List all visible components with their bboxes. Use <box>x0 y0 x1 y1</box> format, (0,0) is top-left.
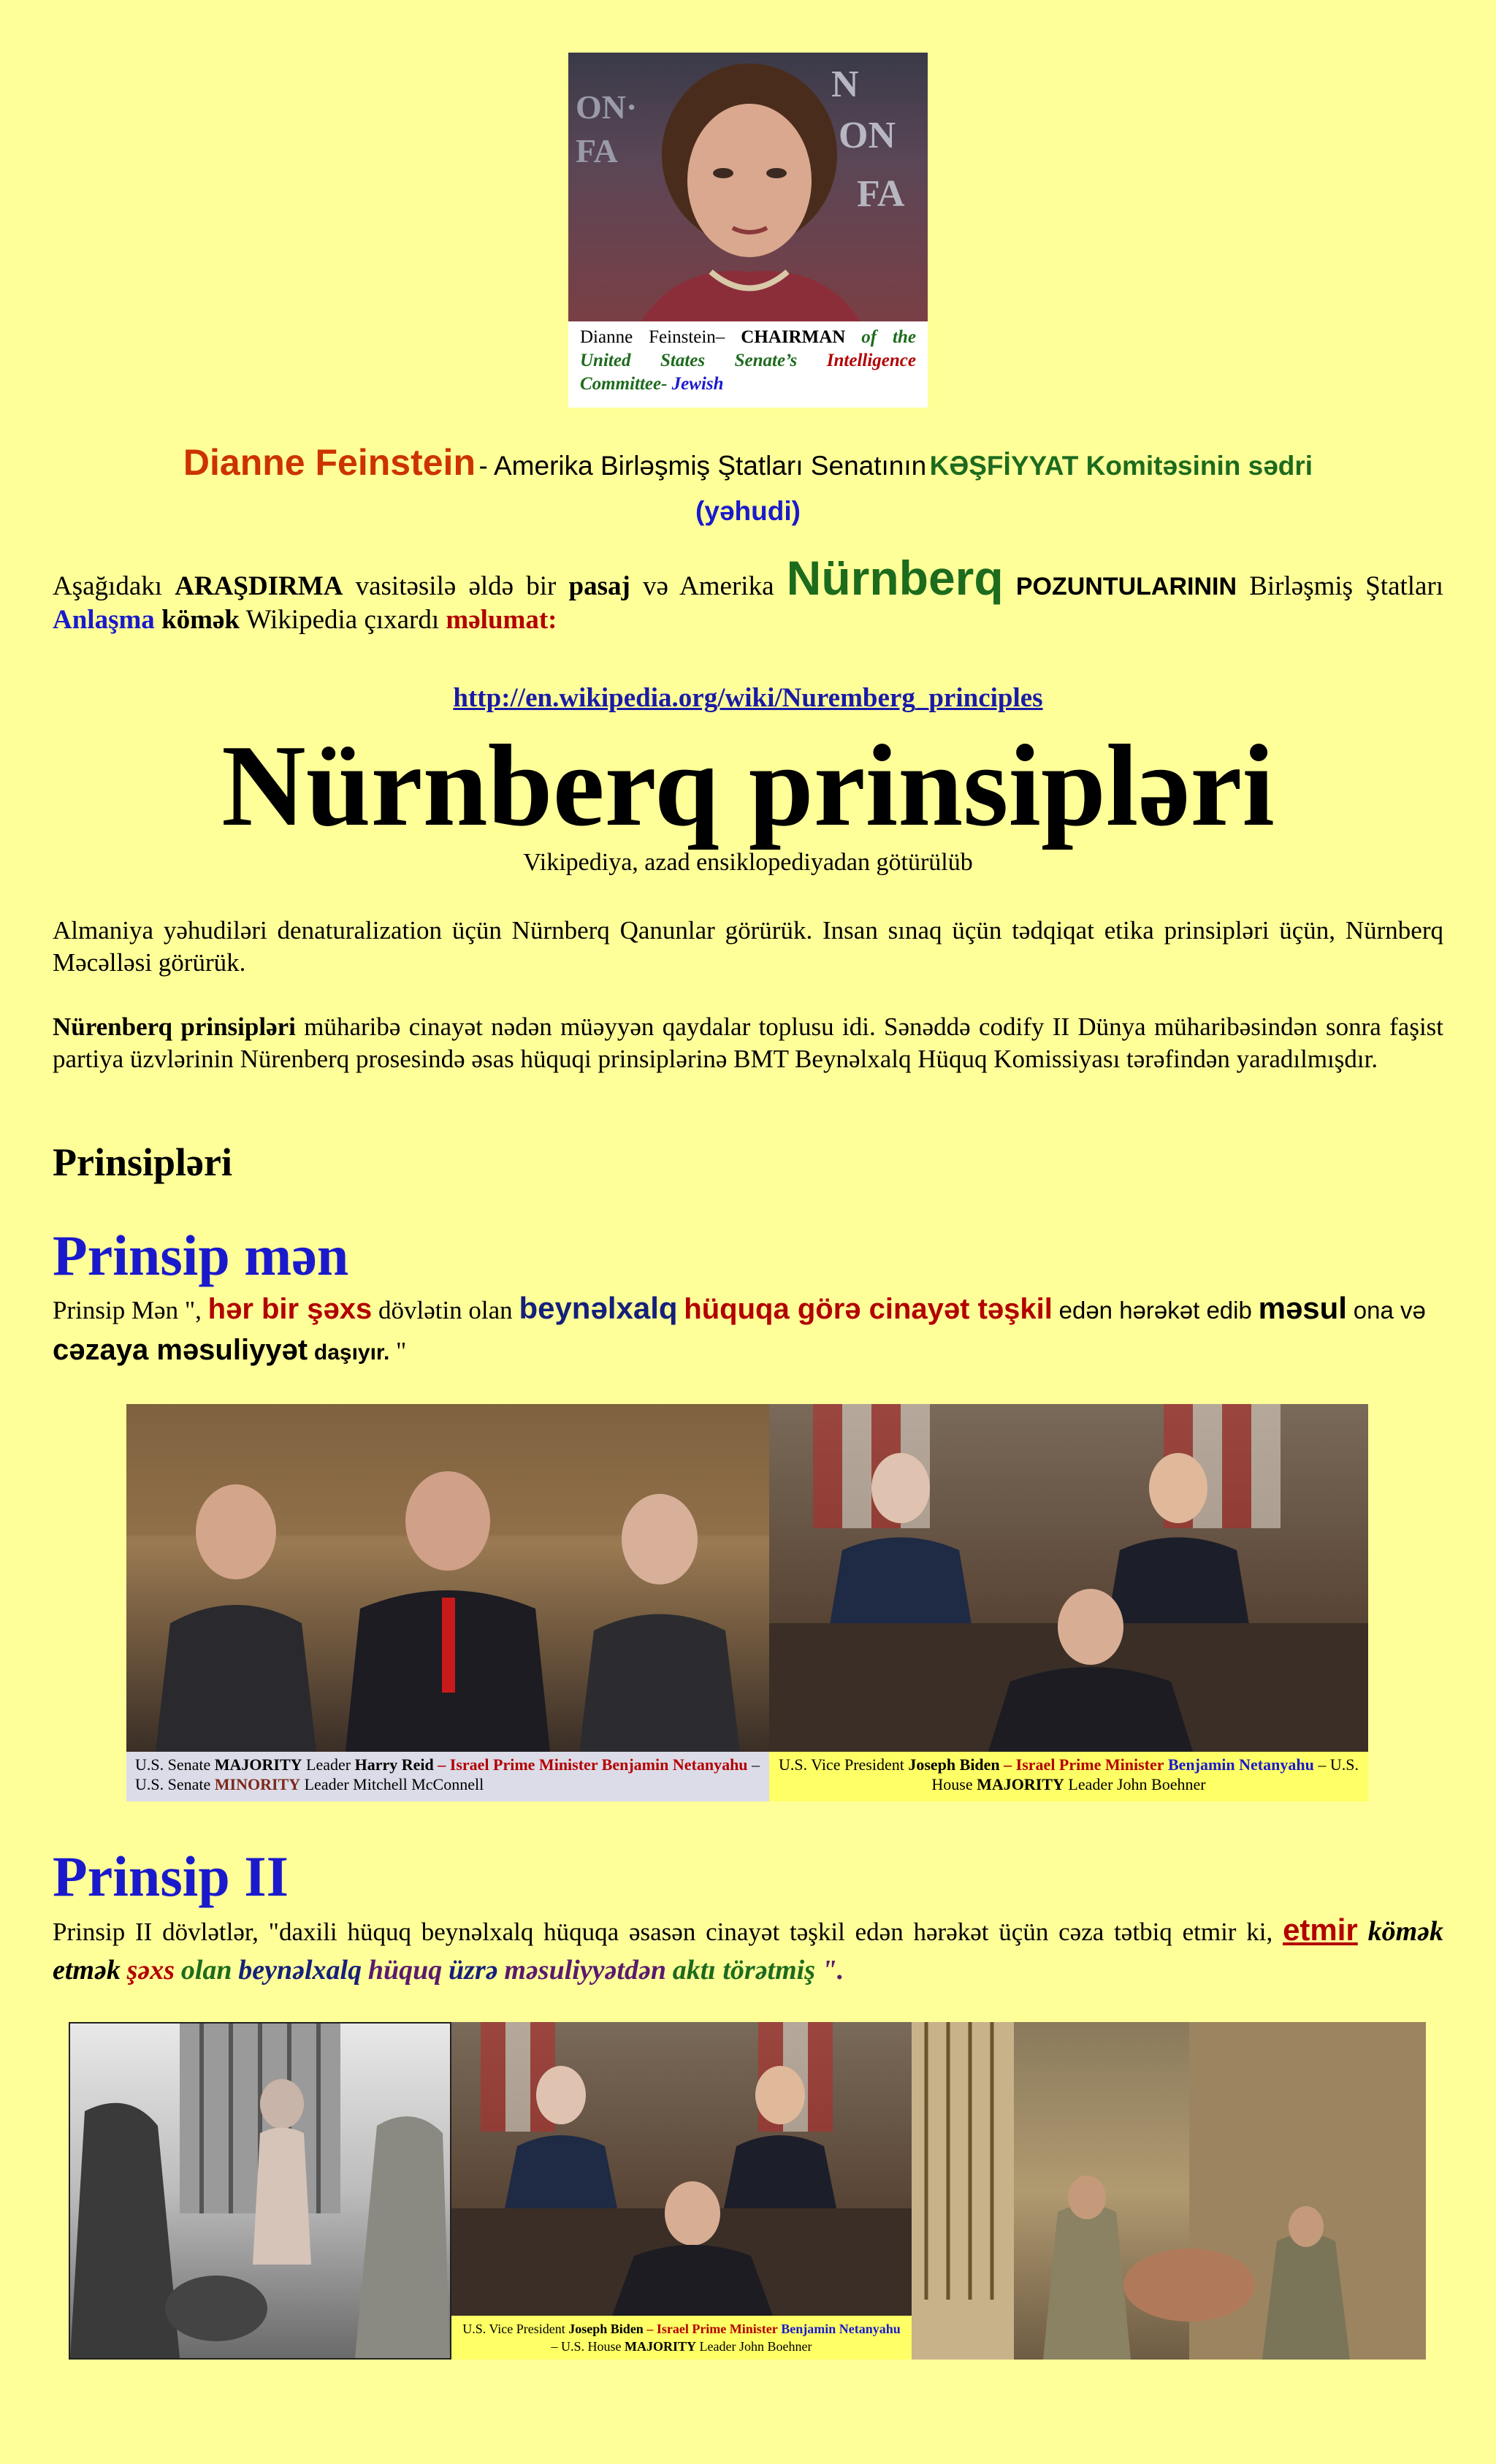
caption-committee: Committee- <box>580 374 668 394</box>
p2-t5: olan <box>180 1955 232 1986</box>
caption-role: CHAIRMAN <box>741 327 846 347</box>
p2-t2: etmir <box>1283 1912 1358 1947</box>
headline-committee: KƏŞFİYYAT Komitəsinin sədri <box>929 451 1313 481</box>
p2-t8: üzrə <box>449 1955 498 1986</box>
wikipedia-link[interactable]: http://en.wikipedia.org/wiki/Nuremberg_principles <box>453 683 1043 713</box>
figure2 <box>69 2022 1426 2360</box>
portrait-figure <box>568 53 928 408</box>
p1-t11: " <box>396 1337 407 1365</box>
intro-t9: Anlaşma <box>53 605 155 635</box>
link-row <box>53 682 1443 714</box>
f2-f: MAJORITY <box>625 2339 697 2354</box>
f1r-g: Leader John Boehner <box>1068 1775 1206 1793</box>
principle1-text <box>53 1289 1443 1373</box>
caption-of: of the <box>861 327 916 347</box>
intro-paragraph <box>53 551 1444 637</box>
principle2-text <box>53 1911 1443 1990</box>
p1-t8: ona və <box>1353 1297 1426 1324</box>
p1-t2: hər bir şəxs <box>207 1293 373 1325</box>
p2-t10: aktı törətmiş <box>672 1955 816 1986</box>
p2-t7: hüquq <box>367 1955 443 1986</box>
figure2-right-illustration <box>912 2022 1426 2360</box>
p2-t11: ". <box>821 1955 844 1986</box>
headline-jewish: (yəhudi) <box>695 496 801 526</box>
p1-t6: edən hərəkət edib <box>1058 1297 1252 1324</box>
figure2-left-illustration <box>70 2024 450 2358</box>
f2-b: Joseph Biden <box>568 2322 644 2336</box>
paragraph-2 <box>53 1011 1443 1075</box>
intro-t12: məlumat: <box>446 605 557 635</box>
p1-t4: beynəlxalq <box>519 1291 678 1325</box>
intro-t2: ARAŞDIRMA <box>175 571 343 601</box>
figure1-left-photo <box>126 1404 769 1752</box>
svg-text:FA: FA <box>576 132 618 169</box>
f1l-g: MINORITY <box>214 1775 301 1793</box>
intro-t7: POZUNTULARININ <box>1015 573 1237 600</box>
principle2-heading: Prinsip II <box>53 1845 289 1908</box>
p2-t4: şəxs <box>126 1955 175 1986</box>
intro-t1: Aşağıdakı <box>53 571 163 601</box>
f1l-e: – Israel Prime Minister Benjamin Netanyahu <box>438 1755 748 1774</box>
p1-t9: cəzaya məsuliyyət <box>53 1334 308 1366</box>
headline-middle: - Amerika Birləşmiş Ştatları Senatının <box>478 451 927 481</box>
figure1-right-photo <box>769 1404 1368 1752</box>
figure1-left-caption <box>126 1752 769 1801</box>
svg-text:FA: FA <box>857 173 905 215</box>
f1l-f: – U.S. Senate <box>135 1755 760 1793</box>
f1l-a: U.S. Senate <box>135 1755 211 1774</box>
portrait-caption <box>568 321 928 408</box>
p1-t10: daşıyır. <box>313 1340 390 1365</box>
section-heading: Prinsipləri <box>53 1140 232 1184</box>
f1r-c: – Israel Prime Minister <box>1004 1755 1164 1774</box>
page-title: Nürnberq prinsipləri <box>221 720 1275 850</box>
feinstein-photo <box>568 53 928 321</box>
intro-t11: Wikipedia çıxardı <box>245 605 440 635</box>
intro-t5: və Amerika <box>643 571 774 601</box>
f2-g: Leader John Boehner <box>699 2339 812 2354</box>
f1l-b: MAJORITY <box>214 1755 302 1774</box>
caption-jewish: Jewish <box>671 374 724 394</box>
figure1-left-illustration <box>126 1404 769 1752</box>
p1-t7: məsul <box>1258 1291 1347 1325</box>
intro-t3: vasitəsilə əldə bir <box>355 571 557 601</box>
svg-text:ON: ON <box>839 115 896 156</box>
f1l-c: Leader <box>306 1755 351 1774</box>
svg-text:N: N <box>831 64 859 105</box>
f1l-h: Leader Mitchell McConnell <box>304 1775 484 1793</box>
para2-rest: müharibə cinayət nədən müəyyən qaydalar toplusu idi. Sənəddə codify II Dünya müharibəsindən sonra faşist partiya üzvlərinin Nürenberq prosesində əsas hüquqi prinsiplərinə BMT Beynəlxalq Hüquq Komissiyası tərəfindən yaradılmışdır. <box>53 1012 1444 1073</box>
f1r-a: U.S. Vice President <box>779 1755 904 1774</box>
headline <box>53 443 1443 537</box>
figure1 <box>126 1404 1368 1801</box>
figure2-right-photo <box>912 2022 1426 2360</box>
p2-t6: beynəlxalq <box>238 1955 362 1986</box>
intro-t8: Birləşmiş Ştatları <box>1249 571 1444 601</box>
svg-text:ON·: ON· <box>576 88 638 126</box>
caption-us: United States Senate’s <box>580 351 798 370</box>
intro-t10: kömək <box>161 605 240 635</box>
f1l-d: Harry Reid <box>354 1755 434 1774</box>
f2-c: – Israel Prime Minister <box>646 2322 778 2336</box>
intro-t4: pasaj <box>568 571 630 601</box>
headline-name: Dianne Feinstein <box>183 442 476 483</box>
f1r-e: – U.S. House <box>931 1755 1359 1793</box>
figure1-right-illustration <box>769 1404 1368 1752</box>
p2-t3: kömək etmək <box>53 1916 1444 1986</box>
principle1-heading: Prinsip mən <box>53 1224 349 1287</box>
f1r-b: Joseph Biden <box>908 1755 1000 1774</box>
figure2-middle-illustration <box>451 2022 912 2316</box>
figure2-middle-photo <box>451 2022 912 2316</box>
p2-t9: məsuliyyətdən <box>504 1955 666 1986</box>
paragraph-1: Almaniya yəhudiləri denaturalization üçün Nürnberq Qanunlar görürük. Insan sınaq üçün tədqiqat etika prinsipləri üçün, Nürnberq Məcəlləsi görürük. <box>53 916 1443 977</box>
figure2-left-photo <box>69 2022 451 2360</box>
f1r-d: Benjamin Netanyahu <box>1167 1755 1314 1774</box>
para2-bold: Nürenberq prinsipləri <box>53 1012 296 1041</box>
f2-d: Benjamin Netanyahu <box>781 2322 901 2336</box>
f2-e: – U.S. House <box>551 2339 622 2354</box>
caption-name: Dianne Feinstein– <box>580 327 725 347</box>
page-subtitle: Vikipediya, azad ensiklopediyadan götürülüb <box>523 849 973 876</box>
p1-t1: Prinsip Mən ", <box>53 1296 202 1324</box>
figure2-caption <box>451 2316 912 2360</box>
caption-intel: Intelligence <box>826 351 917 370</box>
f2-a: U.S. Vice President <box>462 2322 565 2336</box>
intro-t6: Nürnberq <box>786 551 1004 605</box>
p2-t1: Prinsip II dövlətlər, "daxili hüquq beynəlxalq hüquqa əsasən cinayət təşkil edən hərəkət üçün cəza tətbiq etmir ki, <box>53 1918 1273 1946</box>
figure1-right-caption <box>769 1752 1368 1801</box>
portrait-illustration <box>568 53 928 321</box>
f1r-f: MAJORITY <box>977 1775 1064 1793</box>
p1-t3: dövlətin olan <box>378 1296 513 1324</box>
p1-t5: hüquqa görə cinayət təşkil <box>684 1293 1053 1325</box>
